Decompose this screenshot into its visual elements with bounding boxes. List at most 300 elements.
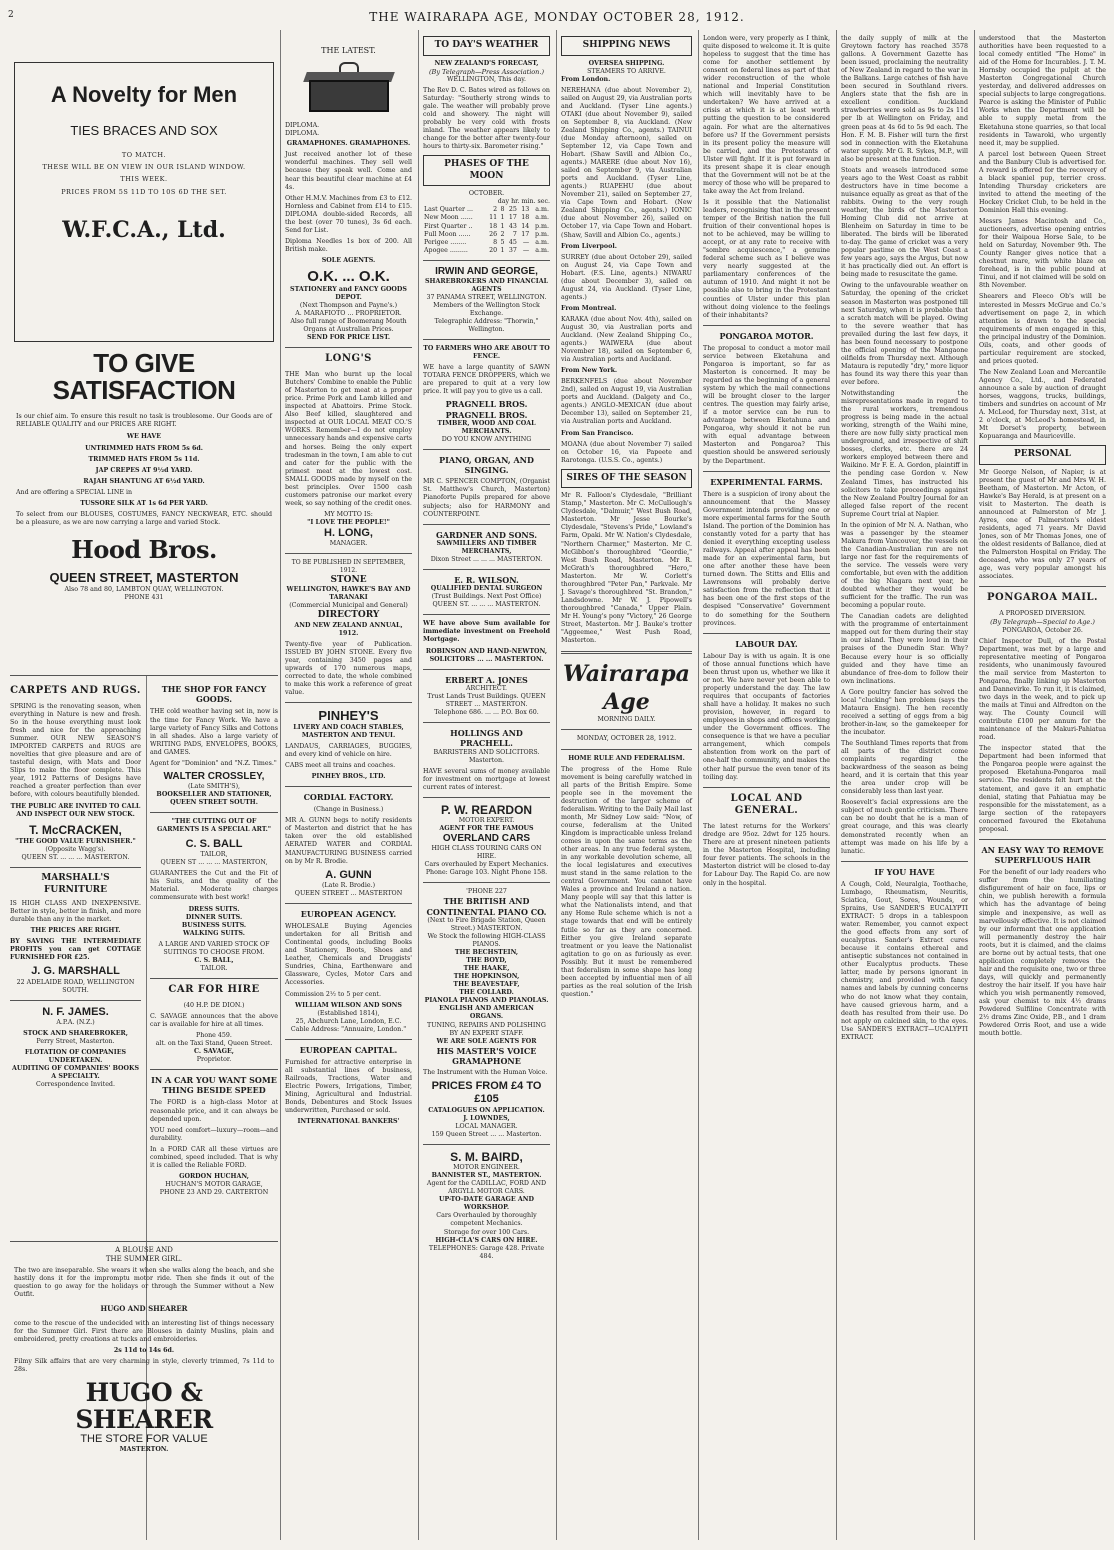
moon-phase-name: Full Moon ...... [424, 230, 471, 238]
international-bankers: INTERNATIONAL BANKERS' [297, 1118, 400, 1126]
pongaroa-motor-heading: PONGAROA MOTOR. [719, 330, 814, 341]
moon-phase-value: 17 [521, 230, 530, 238]
carpets-title: CARPETS AND RUGS. [10, 685, 141, 696]
remedy-heading: IF YOU HAVE [874, 866, 935, 877]
ok-line: STATIONERY and FANCY GOODS DEPOT. [290, 285, 407, 302]
labour-body: Labour Day is with us again. It is one of those annual functions which have been thrust upon us, whether we like it or not. We have never yet been able to properly understand the day. The law requires that occupants of factories shall have a holiday. It makes no such provision, however, in regard to employees in shops and offices working under the Government offices. The consequence is that we have a peculiar arrangement, which compels abstention from work on the part of one-half the community, and makes the other half pursue the even tenor of its toiling day. [703, 652, 830, 781]
lend-body: WE have above Sum available for immediate investment on Freehold Mortgage. [423, 620, 550, 644]
irwin-firm: IRWIN AND GEORGE, [435, 265, 538, 277]
moon-phase-name: New Moon ...... [424, 214, 473, 222]
column-3 [418, 30, 554, 1540]
pinhey-body: LANDAUS, CARRIAGES, BUGGIES, and every kind of vehicle on hire. [285, 742, 412, 758]
news-paragraph: understood that the Masterton authorities have been requested to a local comedy entitled "The Home" in aid of the Home for Incurables. J. T. M. Hornsby occupied the pulpit at the Masterton Congregational Church yesterday, and delivered addresses on special subjects to large congregations. Pearce is asking the Minister of Public Works when the Department will be able to supply metal from the Eketahuna stone quarries, so that local residents in Tawaroki, who urgently need it, may be supplied. [979, 35, 1106, 147]
stone-line: (Commercial Municipal and General) [289, 602, 408, 610]
moon-phase-value: p.m. [534, 222, 549, 230]
column-5 [698, 30, 834, 1540]
personal-body: Mr George Nelson, of Napier, is at present the guest of Mr and Mrs W. H. Beetham, of Masterton. Mr Acton, of Hawke's Bay Herald, is at present on a visit to Masterton. The death is announced at Palmerston of Mr J. Ayres, one of Palmerston's oldest residents, aged 71 years. Mr David Jones, son of Mr Thomas Jones, one of the oldest residents of Ballance, died at the Palmerston Hospital on Friday. The deceased, who was only 27 years of age, was very popular amongst his associates. [979, 468, 1106, 581]
euro-firm: WILLIAM WILSON AND SONS [295, 1001, 402, 1009]
marshall-title: MARSHALL'S FURNITURE [41, 872, 110, 895]
bcp-line: GRAMAPHONE [452, 1055, 521, 1066]
shipping-origin: From San Francisco. [561, 429, 634, 437]
hugo-firm-small: HUGO AND SHEARER [100, 1304, 188, 1314]
ball-firm2: C. S. BALL, [194, 956, 234, 964]
capital-heading: EUROPEAN CAPITAL. [299, 1044, 398, 1055]
fancy-agent: Agent for "Dominion" and "N.Z. Times." [150, 759, 277, 767]
shipping-body: SURREY (due about October 29), sailed on August 24, via Cape Town and Hobart. (F.S. Line, agents.) NIWARU (due about December 3), sailed on August 24, via Auckland. (Tyser Line, agents.) [561, 253, 692, 301]
gramophone-image [299, 60, 399, 118]
ok-line: A. MARAFIOTO ... PROPRIETOR. [295, 310, 402, 318]
moon-phase-value: 18 [489, 222, 498, 230]
ball-body: GUARANTEES the Cut and the Fit of his Suits, and the quality of the Material. Moderate charges commensurate with best work! [150, 870, 278, 902]
satisfaction-offer: And are offering a SPECIAL LINE in [16, 488, 133, 496]
bcp-catalogue: CATALOGUES ON APPLICATION. [428, 1106, 545, 1114]
moon-phase-value: p.m. [534, 230, 549, 238]
marshall-firm: J. G. MARSHALL [31, 965, 120, 978]
ok-line: SEND FOR PRICE LIST. [306, 334, 391, 342]
overland-line: Cars overhauled by Expert Mechanics. [424, 861, 549, 869]
moon-phase-value: 7 [512, 230, 517, 238]
hugo-firm: HUGO & SHEARER [75, 1378, 213, 1434]
weather-heading: TO DAY'S WEATHER [423, 36, 550, 56]
baird-firm: S. M. BAIRD, [450, 1149, 523, 1164]
ok-line: Also full range of Boomerang Mouth Organs at Australian Prices. [290, 318, 407, 334]
satisfaction-item: RAJAH SHANTUNG AT 6½d YARD. [83, 477, 205, 485]
paper-dateline: THE WAIRARAPA AGE, MONDAY OCTOBER 28, 1912. [369, 10, 745, 24]
moon-phase-value: 1 [500, 214, 505, 222]
pinhey-firm2: PINHEY BROS., LTD. [311, 773, 386, 780]
baird-line: HIGH-CLA'S CARS ON HIRE. [435, 1236, 538, 1244]
reardon-agent: AGENT FOR THE FAMOUS [439, 825, 534, 833]
carpets-invite: THE PUBLIC ARE INVITED TO CALL AND INSPECT OUR NEW STOCK. [10, 803, 141, 819]
moon-phase-name: Last Quarter ... [424, 206, 473, 214]
pongaroa-mail-sub: A PROPOSED DIVERSION. [999, 610, 1086, 618]
longs-body: THE Man who burnt up the local Butchers' Combine to enable the Public of Masterton to get meat at a proper price. Prime Pork and Lamb killed and inspected at Abattoirs. Prime Stock. Also Beef killed, slaughtered and inspected at OUR LOCAL MEAT CO.'S WORKS. Remember—I do not employ unnecessary hands and expensive carts and horses. Being the only expert tradesman in the town, I am able to cut and cater for the public with the primest meat at the lowest cost. SMALL GOODS made by myself on the best principles. Over 1500 cash customers patronise our market every week, so say nothing of the credit ones. [285, 371, 412, 507]
moon-phase-value: 8 [500, 206, 505, 214]
ford-body: The FORD is a high-class Motor at reasonable price, and it can always be depended upon. [150, 1099, 278, 1123]
ball-suit: WALKING SUITS. [183, 929, 245, 937]
longs-heading: LONG'S [325, 353, 372, 365]
hugo-title: A BLOUSE AND [115, 1246, 173, 1254]
hollings-trade: BARRISTERS AND SOLICITORS. Masterton. [433, 748, 540, 764]
bcp-piano-item: THE COLLARD. [459, 989, 514, 997]
satisfaction-advert [14, 346, 274, 606]
hollings-firm: HOLLINGS AND PRACHELL. [450, 728, 523, 749]
ford-body2: YOU need comfort—luxury—room—and durability. [150, 1126, 278, 1142]
wilson-trade: QUALIFIED DENTAL SURGEON [430, 585, 543, 593]
stone-line: WELLINGTON, HAWKE'S BAY AND TARANAKI [286, 586, 411, 602]
satisfaction-tail: To select from our BLOUSES, COSTUMES, FANCY NECKWEAR, ETC. should be a pleasure, as we are now carrying a large and varied Stock. [16, 511, 272, 527]
moon-phase-name: Perigee ........ [424, 238, 467, 246]
easy-way-heading: AN EASY WAY TO REMOVE SUPERFLUOUS HAIR [981, 844, 1104, 866]
moon-month: OCTOBER. [468, 190, 505, 198]
jones-line: Telephone 686. ... ... P.O. Box 60. [434, 708, 539, 716]
crossley-late: (Late SMITH'S), [187, 782, 241, 790]
bcp-manager-name: J. LOWNDES, [463, 1114, 510, 1122]
euro-address: 25, Abchurch Lane, London, E.C. [295, 1017, 402, 1025]
moon-row [423, 239, 550, 247]
ford-advert [150, 1075, 278, 1197]
hugo-price: 2s 11d to 14s 6d. [113, 1347, 175, 1355]
shipping-origin: From Montreal. [561, 304, 617, 312]
hugo-title2: THE SUMMER GIRL. [105, 1254, 183, 1263]
editorial-continued: London were, very properly as I think, quite disposed to welcome it. It is quite hopeless to suggest that the time has come for another settlement by consent on federal lines as part of that wider reconstruction of the whole national and Imperial Constitution which will inevitably have to be undertaken? We have arrived at a crisis at which it is at least worth putting the question to be considered again. For what are the alternatives before us? If the Government persists in its present policy the measure will be carried, and the Protestants of Ulster will fight. If it is put forward in its present shape it is clear enough that the Government will not be at the mercy of those who will be prepared to take away the Act from Ireland. [703, 35, 830, 195]
ok-heading: O.K. ... O.K. [307, 267, 390, 285]
pragnell-firm: PRAGNELL BROS. PRAGNELL BROS. [445, 399, 528, 420]
longs-motto: MY MOTTO IS: [324, 510, 373, 518]
easy-way-body: For the benefit of our lady readers who suffer from the humiliating disfigurement of hair on face, lips or chin, we publish herewith a formula which has the advantage of being simple and inexpensive, as well as marvellously effective. It is not claimed by our informant that one application will permanently destroy the hair roots, but it is claimed, and the claims are borne out by actual tests, that one application completely removes the hair and the requisite one, two or three days, will quickly and permanently destroy the hair itself. If you have hair which you wish permanently removed, ask your chemist to mix 4½ drams Powdered Sulfiline Concentrate with 2½ drams Zinc Oxide, P.B., and 1 dram Powdered Orris Root, and use a wide mouth bottle. [979, 869, 1106, 1038]
marshall-saving: BY SAVING THE INTERMEDIATE PROFITS you can get COTTAGE FURNISHED FOR £25. [10, 938, 141, 962]
bcp-firm: THE BRITISH AND CONTINENTAL PIANO CO. [426, 896, 547, 917]
column-2 [280, 30, 416, 1540]
moon-phase-value: 20 [489, 246, 498, 254]
wairarapa-age-masthead: Wairarapa Age [563, 661, 690, 716]
novelty-line: PRICES FROM 5S 11D TO 10S 6D THE SET. [61, 187, 227, 196]
james-line: Correspondence Invited. [36, 1081, 115, 1089]
jones-firm: ERBERT A. JONES [445, 674, 528, 685]
hood-bros-firm: Hood Bros. [71, 535, 217, 565]
shipping-sub2: STEAMERS TO ARRIVE. [587, 67, 666, 75]
moon-phase-value: — [522, 246, 530, 254]
gardner-trade: SAWMILLERS AND TIMBER MERCHANTS, [436, 539, 537, 555]
moon-phase-value: 11 [489, 214, 498, 222]
page-header [0, 0, 1114, 34]
cordial-heading: CORDIAL FACTORY. [303, 792, 394, 803]
jones-trade: ARCHITECT. [466, 684, 507, 692]
bcp-piano-item: THE BEAVESTAFF, [453, 981, 520, 989]
fancy-title: THE SHOP FOR FANCY GOODS. [161, 684, 267, 705]
stone-head: TO BE PUBLISHED IN SEPTEMBER, 1912. [291, 559, 406, 574]
moon-phase-value: a.m. [535, 214, 549, 222]
gardner-firm: GARDNER AND SONS. [435, 529, 538, 540]
moon-phase-value: 25 [508, 206, 517, 214]
baird-trade: MOTOR ENGINEER. [453, 1164, 520, 1172]
gardner-address: Dixon Street ... ... ... MASTERTON. [430, 555, 543, 563]
mccracken-tagline: "THE GOOD VALUE FURNISHER." [15, 837, 136, 845]
shipping-origin: From Liverpool. [561, 242, 617, 250]
baird-line: UP-TO-DATE GARAGE AND WORKSHOP. [439, 1196, 534, 1212]
hugo-body: The two are inseparable. She wears it when she walks along the beach, and she hastily dons it for the impromptu motor ride. Then she finds it out of the question to go away for the holidays or through the Summer without a New Outfit. [14, 1266, 274, 1299]
bcp-piano-item: THE HOPKINSON, [453, 973, 520, 981]
mccracken-address: QUEEN ST. ... ... ... MASTERTON. [21, 853, 130, 861]
novelty-subhead: TIES BRACES AND SOX [70, 123, 218, 139]
moon-phase-value: 8 [493, 238, 498, 246]
pongaroa-mail-location: PONGAROA, October 26. [1002, 626, 1083, 634]
car-hire-role: Proprietor. [196, 1055, 232, 1063]
gramophone-handle [339, 62, 359, 72]
news-paragraph: The Southland Times reports that from all parts of the district come complaints regarding the backwardness of the season as being heard, and it is certain that this year the area under crop will be considerably less than last year. [841, 739, 968, 796]
news-paragraph: Shearers and Fleeco Ob's will be interested in Messrs McGrue and Co.'s advertisement on page 2, in which attention is drawn to the special requirements of men engaged in this, the principal industry of the Dominion. Oils, coats, and other goods of particular requirement are stocked, and prices quoted. [979, 293, 1106, 365]
irwin-line: SHAREBROKERS AND FINANCIAL AGENTS [424, 277, 549, 293]
shipping-heading: SHIPPING NEWS [561, 36, 692, 56]
news-paragraph: the daily supply of milk at the Greytown factory has reached 3578 gallons. A Government Gazette has been issued, proclaiming the neutrality of New Zealand in regard to the war in the Balkans. Large catches of fish have been secured in Southland rivers. Anglers state that the fish are in excellent condition. Auckland strawberries were sold as 9s to 2s 11d per lb at Wellington on Friday, and green peas at 4s 6d to 5s 9d each. The Hon. F. M. B. Fisher will turn the first sod in connection with the Eketahuna water supply. Mr G. R. Sykes, M.P., will also be present at the function. [841, 35, 968, 163]
baird-line: TELEPHONES: Garage 428. Private 484. [428, 1244, 545, 1260]
cordial-late: (Late R. Brodie.) [321, 881, 376, 889]
news-paragraph: Roosevelt's facial expressions are the subject of much gentle criticism. There can be no doubt that he is a man of great courage, and this was clearly demonstrated recently when an attempt was made on his life by a lunatic. [841, 799, 968, 855]
longs-motto2: "I LOVE THE PEOPLE!" [307, 518, 390, 526]
pinhey-firm: PINHEY'S [318, 708, 379, 724]
moon-phase-value: 45 [508, 238, 517, 246]
satisfaction-item: TRIMMED HATS FROM 5s 11d. [88, 455, 200, 463]
bcp-phone: 'PHONE 227 [466, 888, 507, 896]
euro-heading: EUROPEAN AGENCY. [300, 908, 397, 919]
shipping-body: MOANA (due about November 7) sailed on October 16, via Papeete and Rarotonga. (U.S.S. Co., agents.) [561, 440, 692, 464]
marshall-body: IS HIGH CLASS AND INEXPENSIVE. Better in style, better in finish, and more durable than any in the market. [10, 900, 141, 924]
bcp-line: PIANOLA PIANOS AND PIANOLAS. [424, 997, 549, 1005]
ford-firm: GORDON HUCHAN, [179, 1172, 249, 1180]
carpets-body: SPRING is the renovating season, when everything in Nature is new and fresh. So in the house everything must look fresh and nice for the approaching Summer. OUR NEW SEASON'S IMPORTED CARPETS and RUGS are novelties that give pleasure and are of tasteful design, with Mats and Door Slips to make the floor complete. This year, 1912 Patterns of Designs have reached a greater perfection than ever before, with colours beautifully blended. [10, 702, 141, 799]
cordial-firm: A. GUNN [325, 868, 372, 881]
marshall-address: 22 ADELAIDE ROAD, WELLINGTON SOUTH. [16, 978, 135, 994]
weather-location: WELLINGTON, This day. [447, 75, 526, 83]
ball-stock: A LARGE AND VARIED STOCK OF SUITINGS TO CHOOSE FROM. [158, 940, 270, 956]
bcp-body: The Instrument with the Human Voice. [423, 1069, 548, 1077]
gramophone-body: Just received another lot of these wonderful machines. They sell well because they speak well. Come and hear this beautiful clear machine at £4 4s. [285, 151, 412, 191]
crossley-trade: BOOKSELLER AND STATIONER, QUEEN STREET SOUTH. [156, 790, 272, 806]
hood-bros-address: QUEEN STREET, MASTERTON [49, 570, 239, 586]
pinhey-line: LIVERY AND COACH STABLES, MASTERTON AND TENUI. [293, 723, 404, 739]
moon-phase-value: 13 [521, 206, 530, 214]
baird-line: Cars Overhauled by thoroughly competent Mechanics. [436, 1212, 537, 1228]
editorial-continued: Is it possible that the Nationalist leaders, recognising that in the present temper of the British nation the full fruition of their conventional hopes is not to be achieved, may be willing to accept, or at any rate to receive with "sombre acquiescence," a genuine federal scheme such as I believe was very nearly suggested at the parliamentary conferences of the autumn of 1910. And might it not be possible also to bring in the Protestant counties of Ulster under this plan without doing violence to the feelings of their inhabitants? [703, 198, 830, 319]
cordial-sub: (Change in Business.) [313, 806, 384, 814]
gramophone-body3: Diploma Needles 1s box of 200. All British make. [285, 237, 412, 253]
stone-line: AND NEW ZEALAND ANNUAL, 1912. [294, 621, 403, 637]
car-hire-body: C. SAVAGE announces that the above car is available for hire at all times. [150, 1012, 278, 1028]
weather-sub: NEW ZEALAND'S FORECAST, [434, 59, 539, 67]
ok-line: (Next Thompson and Payne's.) [299, 302, 398, 310]
ball-suit: DINNER SUITS. [185, 913, 243, 921]
euro-cable: Cable Address: "Annuaire, London." [290, 1025, 407, 1033]
car-hire-model: (40 H.P. DE DION.) [183, 1001, 245, 1009]
moon-row [423, 247, 550, 255]
moon-phase-value: 37 [508, 246, 517, 254]
local-general-body: The latest returns for the Workers' dredge are 95oz. 2dwt for 125 hours. There are at present nineteen patients in the Masterton Hospital, including four fever patients. The schools in the Masterton district will be closed to-day for Labour Day. The Rapid Co. are now only in the hospital. [703, 823, 830, 887]
baird-line: BANNISTER ST., MASTERTON. [431, 1172, 542, 1180]
capital-body: Furnished for attractive enterprise in all substantial lines of business, Railroads, Tractions, Water and Electric Powers, Irrigations, Timber, Mining, Agricultural and Industrial. Bonds, Debentures and Stock Issues underwritten, Purchased or sold. [285, 1058, 412, 1115]
moon-table [423, 206, 550, 254]
shipping-origin: From New York. [561, 367, 618, 375]
cordial-address: QUEEN STREET ... MASTERTON [294, 889, 403, 897]
bcp-address: (Next to Fire Brigade Station, Queen Street.) MASTERTON. [427, 916, 546, 932]
car-hire-advert [150, 984, 278, 1064]
ball-suit: BUSINESS SUITS. [181, 921, 247, 929]
farms-heading: EXPERIMENTAL FARMS. [710, 476, 823, 487]
moon-phase-value: 1 [500, 222, 505, 230]
irwin-line: Members of the Wellington Stock Exchange. [433, 301, 540, 317]
moon-phase-value: a.m. [535, 246, 549, 254]
hood-bros-phone: PHONE 431 [124, 593, 164, 601]
irwin-line: Telegraphic Address: "Thorwin," Wellington. [434, 317, 539, 333]
satisfaction-headline: TO GIVE SATISFACTION [52, 348, 236, 406]
car-hire-title: CAR FOR HIRE [168, 983, 260, 995]
masthead-sub: MORNING DAILY. [597, 716, 656, 724]
diploma-caption: DIPLOMA. [285, 130, 320, 138]
moon-row [423, 223, 550, 231]
shipping-origin: From London. [561, 75, 611, 83]
diploma-caption: DIPLOMA. [285, 122, 320, 130]
moon-phase-value: 17 [508, 214, 517, 222]
page-number: 2 [8, 10, 15, 20]
stone-body: Twenty-five year of Publication. ISSUED BY JOHN STONE. Every five year, containing 3450 pages and upwards of 170 numerous maps, corrected to date, the whole combined to make this work a reference of great value. [285, 640, 412, 697]
euro-commission: Commission 2½ to 5 per cent. [285, 990, 381, 998]
stone-firm: STONE [330, 574, 367, 585]
euro-body: WHOLESALE Buying Agencies undertaken for all British and Continental goods, including Books and Stationery, Boots, Shoes and Leather, Chemicals and Druggists' Sundries, China, Earthenware and Glassware, Cycles, Motor Cars and Accessories. [285, 923, 412, 987]
masthead-date: MONDAY, OCTOBER 28, 1912. [576, 735, 677, 743]
moon-phase-value: 14 [521, 222, 530, 230]
moon-phase-value: — [522, 238, 530, 246]
satisfaction-intro: Is our chief aim. To ensure this result no task is troublesome. Our Goods are of RELIABLE QUALITY and our PRICES ARE RIGHT. [16, 412, 272, 428]
news-paragraph: Stoats and weasels introduced some years ago to the West Coast as rabbit destructors have in time become a nuisance equally as great as that of the rabbits. Owing to the very rough weather, the birds of the Masterton Homing Club did not arrive at Blenheim on Saturday in time to be liberated. The birds will be liberated to-day. The game of cricket was a very popular pastime on the West Coast a few years ago, says the Argus, but now it has practically died out. An effort is being made to resuscitate the game. [841, 166, 968, 279]
personal-heading: PERSONAL [979, 445, 1106, 465]
mccracken-firm: T. McCRACKEN, [29, 823, 122, 838]
moon-phase-value: 2 [493, 206, 498, 214]
bcp-line: ENGLISH AND AMERICAN ORGANS. [439, 1005, 534, 1021]
satisfaction-item: TUSSORE SILK AT 1s 6d PER YARD. [80, 499, 208, 507]
editorial-heading: HOME RULE AND FEDERALISM. [568, 754, 685, 762]
moon-phase-name: First Quarter .. [424, 222, 473, 230]
sires-heading: SIRES OF THE SEASON [561, 469, 692, 489]
labour-heading: LABOUR DAY. [735, 638, 798, 649]
james-advert [10, 1006, 141, 1090]
reardon-firm: P. W. REARDON [440, 802, 533, 817]
moon-phase-value: a.m. [535, 238, 549, 246]
car-hire-phone: Phone 459. [196, 1031, 232, 1039]
moon-row [423, 231, 550, 239]
shipping-body: NEREHANA (due about November 2), sailed on August 29, via Australian ports and Auckland. (Tyser Line agents.) OTAKI (due about November 9), sailed on September 8, via Auckland. (New Zealand Shipping Co., agents.) TAINUI (due Monday afternoon), sailed on September 12, via Cape Town and Hobart. (Shaw Savill and Albion Co., agents.) MARERE (due about Nov 16), sailed on September 9, via Australian ports and Auckland. (Tyser Line, agents.) RUAPEHU (due about November 21), sailed on September 27, via Cape Town and Hobart. (New Zealand Shipping Co., agents.) IONIC (due about November 26), sailed on October 17, via Cape Town and Hobart. (Shaw, Savill and Albion Co., agents.) [561, 86, 692, 239]
pongaroa-mail-heading: PONGAROA MAIL. [987, 592, 1098, 604]
latest-label: THE LATEST. [321, 46, 376, 55]
weather-source: (By Telegraph—Press Association.) [429, 67, 544, 76]
moon-phase-value: 2 [500, 230, 505, 238]
novelty-line: TO MATCH. [121, 150, 167, 159]
fancy-body: THE cold weather having set in, now is the time for Fancy Work. We have a large variety of Fancy Silks and Cottons in all shades. Also a large variety of WRITING PADS, ENVELOPES, BOOKS, and GAMES. [150, 708, 278, 756]
hood-bros-address2: Also 78 and 80, LAMBTON QUAY, WELLINGTON. [64, 585, 224, 593]
column-1-lower [10, 675, 278, 1540]
bcp-piano-list [423, 949, 550, 997]
bcp-piano-item: THE BECHSTEIN, [454, 949, 519, 957]
lend-firm: ROBINSON AND HAND-NEWTON, SOLICITORS ... ... MASTERTON. [425, 647, 548, 663]
moon-columns: day hr. min. sec. [497, 198, 550, 206]
euro-est: (Established 1814), [317, 1009, 380, 1017]
bcp-stock: We Stock the following HIGH-CLASS PIANOS. [427, 933, 546, 949]
ball-suit: DRESS SUITS. [188, 905, 240, 913]
sires-body: Mr R. Falloon's Clydesdale, "Brilliant Stamp," Masterton. Mr C. McCullough's Clydesdale, "Dalmuir," West Bush Road, Masterton. Mr Jesse Bourke's Clydesdale, "Stevens's Pride," Lowland's Farm, Opaki. Mr W. Nation's Clydesdale, "Northern Charmer," Masterton. Mr C. McGibbon's thoroughbred "Geordie," West Bush Road, Masterton. Mr R. McGrath's thoroughbred "Hero," Masterton. Mr W. Corlett's thoroughbred "Peter Pan," Parkvale. Mr J. Savage's thoroughbred "St. Brandon," Landsdowne. Mr W. J. Pipowell's thoroughbred "Canada," Upper Plain. Mr H. Young's pony "Victory," 26 George Street, Masterton. Mr J. Bauke's trotter "Aggeemee," West Push Road, Masterton. [561, 492, 692, 645]
car-hire-stand: alt. on the Taxi Stand, Queen Street. [155, 1039, 273, 1047]
ford-phone: PHONE 23 AND 29. CARTERTON [159, 1188, 269, 1196]
irwin-line: 37 PANAMA STREET, WELLINGTON. [426, 293, 547, 301]
hugo-shearer-advert [10, 1241, 278, 1458]
novelty-advert [14, 62, 274, 342]
shipping-body: KARAKA (due about Nov. 4th), sailed on August 30, via Australian ports and Auckland. (New Zealand Shipping Co., agents.) WAIWERA (due about November 18), sailed on September 6, via Australian ports and Auckland. [561, 315, 692, 364]
marshall-advert [10, 873, 141, 995]
news-paragraph: The Canadian cadets are delighted with the programme of entertainment mapped out for them during their stay in our island. They were loud in their praises of the Dunedin Star. Why? Because every hour is so officially guided and they have time an abundance of free-dom to follow their own inclinations. [841, 613, 968, 685]
pongaroa-mail-body2: The inspector stated that the Department had been informed that the Pongaroa people were against the proposed Eketahuna-Pongaroa mail service. The residents felt hurt at the statement, and gave it an emphatic denial, stating that Pahiatua may be responsible for the misstatement, as a large section of the ratepayers concerned favoured the Eketahuna proposal. [979, 745, 1106, 833]
local-general-heading: LOCAL AND GENERAL. [730, 792, 803, 817]
news-paragraph: Messrs James Macintosh and Co., auctioneers, advertise opening entries for their Waipoua Horse Sale, to be held on Saturday, November 9th. The County Ranger gives notice that a chestnut mare, with white blaze on forehead, is in the public pound at Tinui, and if not claimed will be sold on 8th November. [979, 218, 1106, 290]
jones-line: Trust Lands Trust Buildings. QUEEN STREET ... MASTERTON. [427, 692, 546, 708]
car-hire-firm: C. SAVAGE, [194, 1047, 234, 1055]
moon-phase-value: 18 [521, 214, 530, 222]
moon-phase-value: 5 [500, 238, 505, 246]
column-4 [556, 30, 696, 1540]
bcp-line: TUNING, REPAIRS AND POLISHING BY AN EXPERT STAFF. [427, 1021, 546, 1037]
moon-phase-value: 43 [508, 222, 517, 230]
moon-row [423, 214, 550, 222]
news-paragraph: Notwithstanding the misrepresentations made in regard to the rural workers, tremendous progress is being made in the actual working, strength of the Waihi mine, there are now fully sixty practical men underground, and irrespective of shift bosses, clerks, etc. there are 24 workers employed between there and Waikino. Mr F. E. A. Gordon, plaintiff in the pending case Gordon v. New Zealand Times, has instructed his solicitors to take proceedings against the New Zealand Poultry Journal for an alleged false report of the recent Supreme Court trial at Napier. [841, 390, 968, 518]
overland-line: HIGH CLASS TOURING CARS ON HIRE. [431, 845, 542, 861]
moon-phase-value: 1 [500, 246, 505, 254]
bcp-piano-item: THE BOYD, [466, 957, 507, 965]
ford-garage: HUCHAN'S MOTOR GARAGE, [165, 1180, 263, 1188]
gramophone-cabinet [309, 80, 389, 112]
marshall-prices: THE PRICES ARE RIGHT. [30, 927, 121, 935]
news-paragraph: A parcel lost between Queen Street and the Banbury Club is advertised for. A reward is offered for the recovery of a black spaniel pup, terrier cross. Intending Thursday cricketers are invited to attend the meeting of the Hockey Cricket Club, to be held in the Dominion Hall this evening. [979, 150, 1106, 214]
news-paragraph: Owing to the unfavourable weather on Saturday, the opening of the cricket season in Masterton was postponed till next Saturday, when it is probable that a scratch match will be played. Owing to the severe weather that has prevailed during the last few days, it has been found necessary to postpone the official opening of the Mangaone oilfields from Thursday next. Although Mataura is reputedly "dry," more liquor has found its way there this year than ever before. [841, 282, 968, 386]
fence-heading: TO FARMERS WHO ARE ABOUT TO FENCE. [423, 345, 550, 361]
overland-line: Phone: Garage 103. Night Phone 158. [425, 869, 548, 877]
baird-line: Storage for over 100 Cars. [443, 1228, 530, 1236]
pongaroa-mail-source: (By Telegraph—Special to Age.) [990, 618, 1095, 627]
column-6 [836, 30, 972, 1540]
piano-heading: PIANO, ORGAN, AND SINGING. [439, 454, 534, 476]
farms-body: There is a suspicion of irony about the announcement that the Massey Government intends providing one or more experimental farms for the South Island. The portion of the Dominion has constantly voted for a party that has denied it everything excepting useless railways. Appeal after appeal has been made for an experimental farm, but one after another these have been turned down. The Stitts and Ellis and Lawrensons will probably derive satisfaction from the reflection that it has been one of the first steps of the despised "Conservative" Government to do something for the Southern provinces. [703, 490, 831, 627]
shipping-body: BERKENFELS (due about November 2nd), sailed on August 19, via Australian ports and Auckland. (Dalgety and Co., agents.) ANGLO-MEXICAN (due about December 13), sailed on September 21, via Australian ports and Auckland. [561, 378, 692, 426]
remedy-body: A Cough, Cold, Neuralgia, Toothache, Lumbago, Rheumatism, Neuritis, Sciatica, Gout, Sores, Wounds, or Sprains, Use SANDER'S EUCALYPTI EXTRACT: 5 drops in a tablespoon water. Remember, you cannot expect the good effects from any sort of eucalyptus. Sander's Extract cures because it contains ethereal and antiseptic substances not contained in other Eucalyptus products. These latter, made by persons ignorant in chemistry, and provided with fancy names and labels by cunning concerns who do not know what they contain, have caused grievous harm, and a death has resulted from their use. Do not apply on calcined skin, to the eyes. Use SANDER'S EXTRACT—UCALYPTI EXTRACT. [841, 880, 968, 1041]
shipping-sub: OVERSEA SHIPPING. [588, 59, 665, 67]
fence-body: WE have a large quantity of SAWN TOTARA FENCE DROPPERS, which we are prepared to quit at a very low price. It will pay you to give us a call. [423, 364, 550, 396]
pinhey-cabs: CABS meet all trains and coaches. [285, 761, 396, 769]
gramophone-agents: SOLE AGENTS. [321, 256, 376, 264]
newspaper-page [10, 30, 1110, 1545]
james-line: Perry Street, Masterton. [36, 1037, 115, 1045]
james-line: AUDITING OF COMPANIES' BOOKS A SPECIALTY. [11, 1065, 140, 1081]
ford-title: IN A CAR YOU WANT SOME THING BESIDE SPEED [151, 1075, 277, 1096]
novelty-headline: A Novelty for Men [50, 82, 238, 107]
news-paragraph: In the opinion of Mr N. A. Nathan, who was a passenger by the steamer Makura from Vancouver, the vessels on the Canadian-Australian run are not large nor fast for the requirements of the service. The vessels were very comfortable, but even with the addition of the big Niagara next year, he doubted whether they would be sufficient for the traffic. The run was becoming a popular route. [841, 521, 968, 610]
cordial-body: MR A. GUNN begs to notify residents of Masterton and district that he has taken over the old established AERATED WATER and CORDIAL MANUFACTURING BUSINESS carried on by Mr R. Brodie. [285, 817, 412, 865]
compton-body: MR C. SPENCER COMPTON, (Organist St. Matthew's Church, Masterton) Pianoforte Pupils prepared for above subjects; also for HARMONY and COUNTERPOINT. [423, 478, 550, 518]
ball-quote: "THE CUTTING OUT OF GARMENTS IS A SPECIAL ART." [156, 817, 272, 833]
ball-advert [150, 818, 278, 973]
moon-phase-value: 26 [489, 230, 498, 238]
carpets-advert [10, 676, 141, 862]
hollings-body: HAVE several sums of money available for investment on mortgage at lowest current rates of interest. [423, 767, 550, 791]
satisfaction-label: WE HAVE [126, 432, 162, 440]
satisfaction-item: JAP CREPES AT 9½d YARD. [95, 466, 193, 474]
ford-body3: In a FORD CAR all these virtues are combined, speed included. That is why it is called the Reliable FORD. [150, 1145, 278, 1169]
column-7 [974, 30, 1110, 1540]
bcp-address2: 159 Queen Street ... ... Masterton. [431, 1130, 542, 1138]
hugo-town: MASTERTON. [119, 1446, 169, 1454]
moon-phase-name: Apogee ......... [424, 246, 468, 254]
pragnell-trade: TIMBER, WOOD AND COAL MERCHANTS. [437, 419, 536, 435]
wilson-line: (Trust Buildings. Next Post Office) [431, 593, 542, 601]
moon-heading: PHASES OF THE MOON [423, 155, 550, 186]
bcp-piano-item: THE HAAKE, [463, 965, 510, 973]
bcp-manager-role: LOCAL MANAGER. [455, 1122, 518, 1130]
pongaroa-motor-body: The proposal to conduct a motor mail service between Eketahuna and Pongaroa is important, so far as Masterton is concerned. It may be regarded as the beginning of a general system by which the mail connections will be brought closer to the larger centres. The question may fairly arise, if a motor service can be run to advantage between Eketahuna and Pongaroa, why should it not be run with equal advantage between Masterton and Pongaroa? This question should be answered seriously by the Department. [703, 344, 830, 465]
james-line: FLOTATION OF COMPANIES UNDERTAKEN. [24, 1048, 127, 1064]
wilson-line: QUEEN ST. ... ... ... MASTERTON. [432, 601, 541, 609]
gramophone-heading: GRAMAPHONES. GRAMAPHONES. [286, 140, 411, 148]
ball-trade2: TAILOR. [200, 964, 228, 972]
bcp-price: PRICES FROM £4 TO £105 [431, 1080, 542, 1106]
hugo-body3: Filmy Silk affairs that are very charming in style, cleverly trimmed, 7s 11d to 28s. [14, 1358, 274, 1374]
james-quals: A.P.A. (N.Z.) [56, 1018, 95, 1026]
news-paragraph: A Gore poultry fancier has solved the local "clucking" hen problem (says the Mataura Ensign). The hen recently received a setting of eggs from a big brother-in-law, so the gamekeeper for the incubator. [841, 688, 968, 736]
news-paragraph: The New Zealand Loan and Mercantile Agency Co., Ltd., and Federated announce a sale by auction of draught horses, waggons, trucks, buildings, timbers and sundries on account of Mr A. McLeod, for Thursday next, 31st, at 2 o'clock, at McLeod's homestead, in Mt Dorset's property, between Kopuaranga and Mauriceville. [979, 368, 1106, 441]
crossley-firm: WALTER CROSSLEY, [163, 770, 265, 782]
